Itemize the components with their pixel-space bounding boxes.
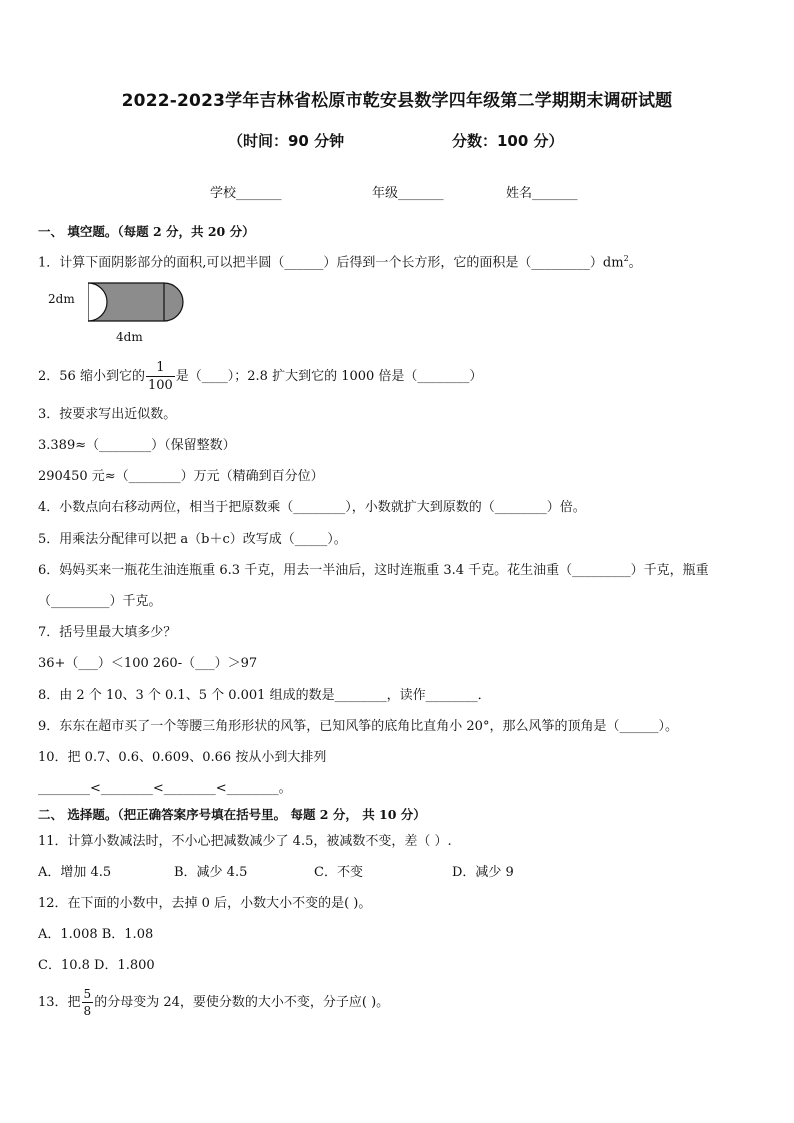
school-field[interactable]: 学校_______	[210, 186, 282, 201]
question-7-expressions: 36+（___）＜100 260-（___）＞97	[38, 656, 258, 671]
question-3: 3．按要求写出近似数。	[38, 407, 177, 422]
section-1-heading: 一、 填空题。（每题 2 分，共 20 分）	[38, 224, 255, 239]
question-13-fraction	[82, 988, 94, 1017]
question-13-text-b: 的分母变为 24，要使分数的大小不变，分子应( )。	[94, 995, 390, 1010]
shaded-rectangle-shape	[88, 282, 188, 322]
question-13-text-a: 13．把	[38, 995, 81, 1010]
question-11-options	[38, 864, 758, 882]
question-8: 8．由 2 个 10、3 个 0.1、5 个 0.001 组成的数是________，读作________．	[38, 688, 491, 703]
section-2-heading: 二、 选择题。（把正确答案序号填在括号里。 每题 2 分， 共 10 分）	[38, 807, 426, 822]
question-12: 12．在下面的小数中，去掉 0 后，小数大小不变的是( )。	[38, 896, 372, 911]
question-2-text-a: 2．56 缩小到它的	[38, 369, 145, 384]
question-11: 11．计算小数减法时，不小心把减数减少了 4.5，被减数不变，差（ ）.	[38, 834, 452, 849]
question-1-sup: 2	[623, 254, 629, 263]
option-a[interactable]: A．增加 4.5	[38, 865, 112, 880]
option-b[interactable]: B．减少 4.5	[174, 865, 248, 880]
exam-title: 2022-2023学年吉林省松原市乾安县数学四年级第二学期期末调研试题	[121, 91, 673, 111]
question-1-text: 1．计算下面阴影部分的面积,可以把半圆（______）后得到一个长方形，它的面积是（_________）dm	[38, 255, 624, 271]
option-d[interactable]: D．减少 9	[452, 865, 514, 880]
name-field[interactable]: 姓名_______	[506, 186, 578, 201]
question-1-end: 。	[628, 255, 642, 271]
fraction-numerator: 5	[83, 987, 92, 1001]
question-5: 5．用乘法分配律可以把 a（b＋c）改写成（_____）。	[38, 532, 347, 547]
grade-field[interactable]: 年级_______	[372, 186, 444, 201]
question-2	[38, 361, 482, 392]
question-1	[38, 250, 642, 272]
question-4: 4．小数点向右移动两位，相当于把原数乘（________），小数就扩大到原数的（________）倍。	[38, 500, 586, 515]
fraction-numerator: 1	[156, 360, 165, 375]
figure-height-label: 2dm	[48, 292, 75, 306]
question-9: 9．东东在超市买了一个等腰三角形形状的风筝，已知风筝的底角比直角小 20°，那么风筝的顶角是（______）。	[38, 719, 678, 734]
question-12-options-ab[interactable]: A．1.008 B．1.08	[38, 927, 154, 942]
question-6-line-1: 6．妈妈买来一瓶花生油连瓶重 6.3 千克，用去一半油后，这时连瓶重 3.4 千克。花生油重（_________）千克，瓶重	[38, 563, 709, 578]
exam-time: （时间：90 分钟	[228, 132, 345, 150]
question-13	[38, 988, 389, 1017]
option-c[interactable]: C．不变	[314, 865, 363, 880]
exam-score: 分数：100 分）	[452, 132, 564, 150]
question-2-text-b: 是（____）；2.8 扩大到它的 1000 倍是（________）	[175, 369, 483, 384]
question-6-line-2: （_________）千克。	[38, 594, 162, 609]
figure-width-label: 4dm	[116, 330, 143, 344]
question-10-blanks: ________<________<________<________。	[38, 781, 292, 796]
question-3-part-b: 290450 元≈（________）万元（精确到百分位）	[38, 469, 324, 484]
question-10: 10．把 0.7、0.6、0.609、0.66 按从小到大排列	[38, 750, 327, 765]
question-3-part-a: 3.389≈（________）（保留整数）	[38, 438, 236, 453]
shaded-area-figure	[38, 278, 218, 348]
fraction-denominator: 100	[147, 378, 173, 393]
question-7: 7．括号里最大填多少？	[38, 625, 177, 640]
fraction-denominator: 8	[83, 1004, 92, 1018]
question-12-options-cd[interactable]: C．10.8 D．1.800	[38, 958, 155, 973]
question-2-fraction	[146, 361, 175, 392]
